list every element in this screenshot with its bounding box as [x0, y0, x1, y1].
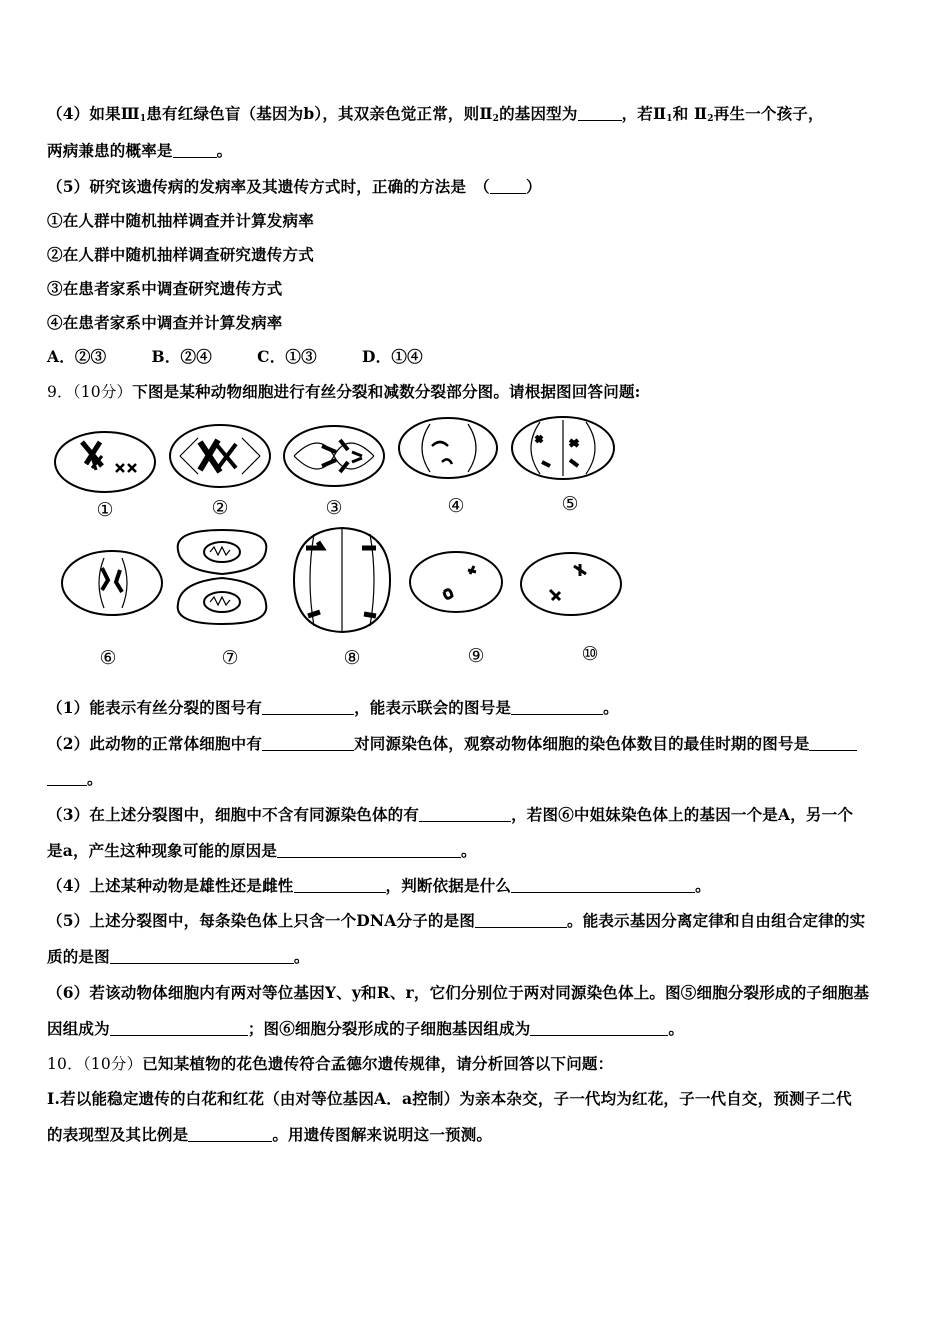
q9-sub1: （1）能表示有丝分裂的图号有 ，能表示联会的图号是 。 [47, 698, 619, 717]
figure-label-8: ⑧ [343, 647, 361, 669]
cell-9 [410, 552, 502, 612]
cell-8 [294, 528, 390, 632]
q8-option-4: ④在患者家系中调查并计算发病率 [47, 313, 283, 332]
q8-option-3: ③在患者家系中调查研究遗传方式 [47, 279, 283, 298]
answer-blank[interactable] [511, 700, 603, 715]
figure-label-3: ③ [325, 497, 343, 519]
answer-blank[interactable] [809, 736, 857, 751]
q9-sub3-line1: （3）在上述分裂图中，细胞中不含有同源染色体的有 ，若图⑥中姐妹染色体上的基因一个是A，另一个 [47, 805, 854, 824]
answer-blank[interactable] [530, 1021, 668, 1036]
cell-5 [512, 417, 614, 479]
cell-4 [399, 418, 497, 478]
q9-sub6-line2: 因组成为 ；图⑥细胞分裂形成的子细胞基因组成为 。 [47, 1019, 685, 1038]
answer-blank[interactable] [277, 843, 461, 858]
answer-blank[interactable] [110, 1021, 248, 1036]
cell-1 [55, 432, 155, 492]
q8-option-2: ②在人群中随机抽样调查研究遗传方式 [47, 245, 314, 264]
answer-blank[interactable] [47, 771, 87, 786]
answer-blank[interactable] [262, 700, 354, 715]
figure-label-10: ⑩ [581, 643, 599, 665]
q8-choices [47, 345, 423, 367]
question-number: 9．（10分） [47, 383, 133, 401]
q9-sub3-line2: 是a，产生这种现象可能的原因是 。 [47, 841, 477, 860]
figure-label-4: ④ [447, 495, 465, 517]
q8-part5: （5）研究该遗传病的发病率及其遗传方式时，正确的方法是 （ ） [47, 177, 542, 196]
q10-part1-line2: 的表现型及其比例是 。用遗传图解来说明这一预测。 [47, 1125, 493, 1144]
answer-blank[interactable] [173, 143, 217, 158]
answer-blank[interactable] [110, 949, 294, 964]
q9-sub5-line2: 质的是图 。 [47, 947, 310, 966]
answer-blank[interactable] [294, 878, 386, 893]
figure-label-5: ⑤ [561, 493, 579, 515]
q9-sub2-line1: （2）此动物的正常体细胞中有 对同源染色体，观察动物体细胞的染色体数目的最佳时期的图号是 [47, 732, 857, 754]
figure-label-9: ⑨ [467, 645, 485, 667]
q8-part4-line2: 两病兼患的概率是 。 [47, 141, 233, 160]
answer-blank[interactable] [262, 736, 354, 751]
q9-sub2-line2: 。 [47, 767, 103, 789]
q8-option-1: ①在人群中随机抽样调查并计算发病率 [47, 211, 314, 230]
answer-blank[interactable] [490, 179, 526, 194]
answer-blank[interactable] [578, 106, 622, 121]
choice-a[interactable]: A．②③ [47, 347, 107, 366]
q9-sub6-line1: （6）若该动物体细胞内有两对等位基因Y、y和R、r，它们分别位于两对同源染色体上。图⑤细胞分裂形成的子细胞基 [47, 983, 870, 1002]
q10-part1-line1: I.若以能稳定遗传的白花和红花（由对等位基因A．a控制）为亲本杂交，子一代均为红花，子一代自交，预测子二代 [47, 1089, 852, 1108]
cell-division-figure [50, 410, 640, 672]
cell-7 [178, 530, 267, 624]
figure-label-1: ① [96, 499, 114, 521]
choice-b[interactable]: B．②④ [151, 347, 212, 366]
cell-6 [62, 551, 162, 615]
cell-10 [521, 553, 621, 615]
q8-part4-line1: （4）如果$Ⅲ_1$患有红绿色盲（基因为b），其双亲色觉正常，则$Ⅱ_2$的基因型为 ，若$Ⅱ_1$和 $Ⅱ_2$再生一个孩子， [47, 104, 824, 124]
answer-blank[interactable] [419, 807, 511, 822]
figure-label-6: ⑥ [99, 647, 117, 669]
choice-d[interactable]: D．①④ [362, 347, 423, 366]
q9-sub5-line1: （5）上述分裂图中，每条染色体上只含一个DNA分子的是图 。能表示基因分离定律和自由组合定律的实 [47, 911, 866, 930]
q9-stem: 9．（10分）下图是某种动物细胞进行有丝分裂和减数分裂部分图。请根据图回答问题: [47, 382, 641, 401]
figure-label-2: ② [211, 497, 229, 519]
choice-c[interactable]: C．①③ [257, 347, 317, 366]
figure-label-7: ⑦ [221, 647, 239, 669]
cell-3 [284, 426, 384, 486]
answer-blank[interactable] [475, 913, 567, 928]
question-number: 10．（10分） [47, 1055, 143, 1073]
cell-2 [170, 425, 270, 487]
answer-blank[interactable] [188, 1127, 272, 1142]
q9-sub4: （4）上述某种动物是雄性还是雌性 ，判断依据是什么 。 [47, 876, 711, 895]
q10-stem: 10．（10分）已知某植物的花色遗传符合孟德尔遗传规律，请分析回答以下问题： [47, 1054, 614, 1073]
answer-blank[interactable] [511, 878, 695, 893]
